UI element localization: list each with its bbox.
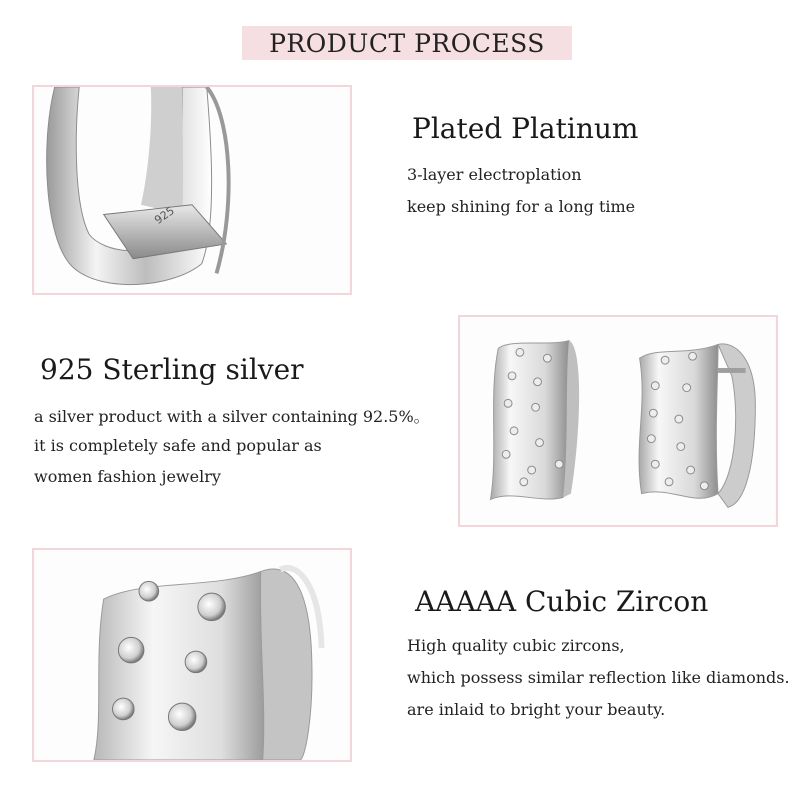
earring-inner-closeup-image [34,87,350,293]
section-title-cubic-zircon: AAAAA Cubic Zircon [415,585,709,618]
section-title-sterling-silver: 925 Sterling silver [40,353,304,386]
section-text: women fashion jewelry [34,467,221,486]
product-image-sterling-silver [458,315,778,527]
banner-title: PRODUCT PROCESS [269,28,545,58]
header-banner [242,26,572,60]
section-text: which possess similar reflection like diamonds. [407,668,790,687]
product-image-plated-platinum [32,85,352,295]
section-text: are inlaid to bright your beauty. [407,700,666,719]
section-text: a silver product with a silver containing 92.5%。 [34,407,430,426]
product-image-cubic-zircon [32,548,352,762]
stamp-925: 925 [152,204,177,227]
section-text: keep shining for a long time [407,197,636,216]
section-title-plated-platinum: Plated Platinum [412,112,639,145]
section-text: 3-layer electroplation [407,165,582,184]
section-text: High quality cubic zircons, [407,636,625,655]
earring-zircon-closeup-image [34,550,350,760]
earring-pair-image [460,317,776,525]
section-text: it is completely safe and popular as [34,436,322,455]
